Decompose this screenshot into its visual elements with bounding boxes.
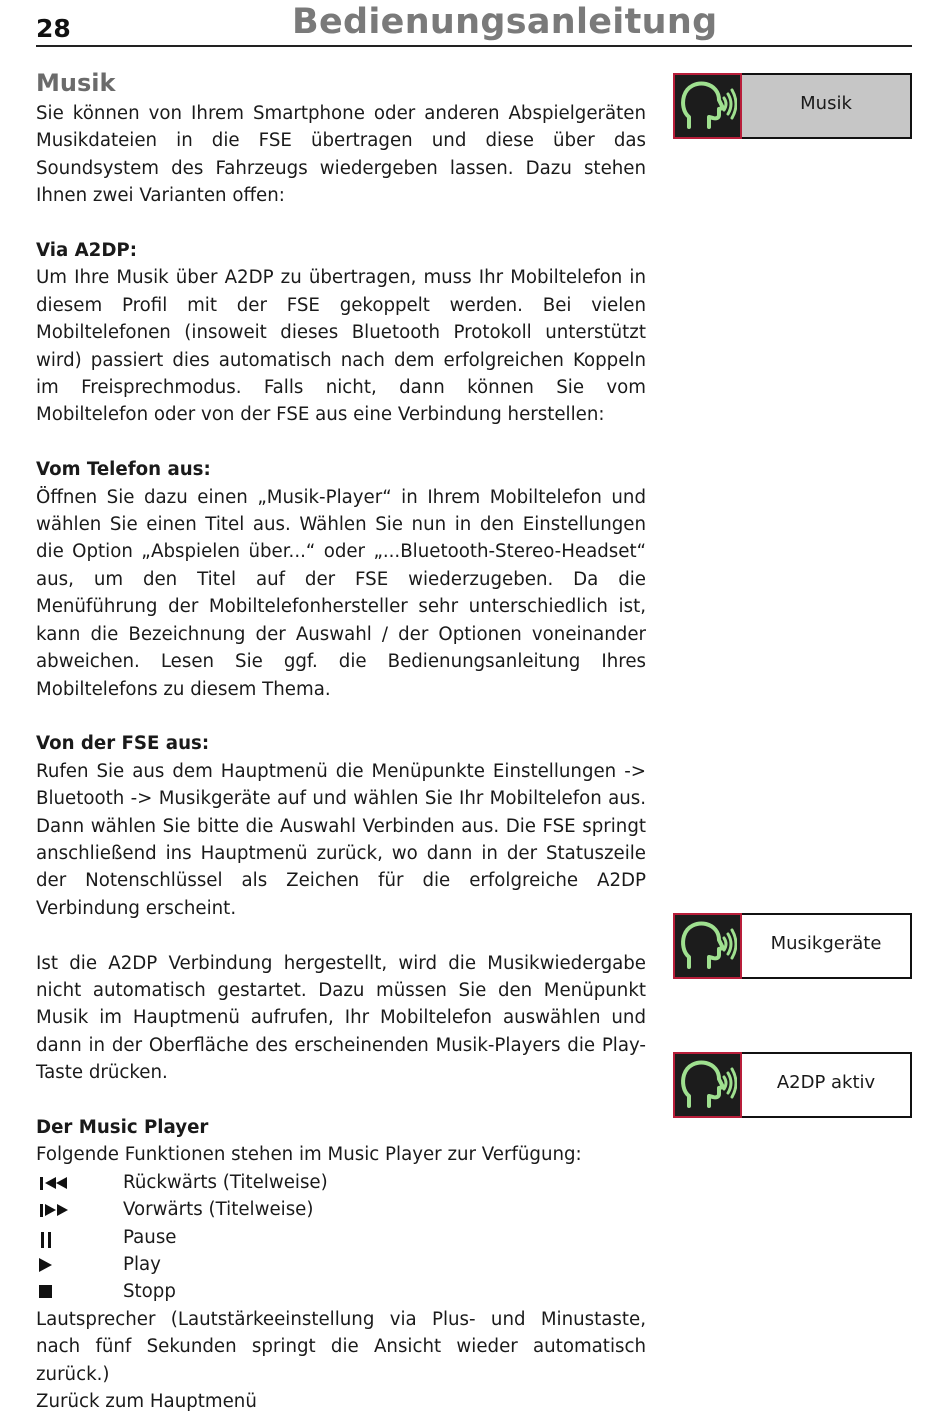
connection-paragraph: Ist die A2DP Verbindung hergestellt, wird die Musikwiedergabe nicht automatisch gestartet. Dazu müssen Sie den Menüpunkt Musik im Hauptmenü aufrufen, Ihr Mobiltelefon auswählen und dann in der Oberfläche des erscheinenden Musik-Players die Play-Taste drücken.	[36, 952, 646, 1084]
voice-command-icon	[673, 1052, 742, 1118]
from-fse-paragraph: Rufen Sie aus dem Hauptmenü die Menüpunkte Einstellungen -> Bluetooth -> Musikgeräte auf und wählen Sie Ihr Mobiltelefon aus. Dann wählen Sie bitte die Auswahl Verbinden aus. Die FSE springt anschließend ins Hauptmenü zurück, wo dann in der Statuszeile der Notenschlüssel als Zeichen für die erfolgreiche A2DP Verbindung erscheint.	[36, 760, 646, 919]
speaker-paragraph: Lautsprecher (Lautstärkeeinstellung via Plus- und Minustaste, nach fünf Sekunden springt die Ansicht wieder automatisch zurück.)	[36, 1308, 646, 1385]
stop-icon	[36, 1278, 123, 1305]
player-intro: Folgende Funktionen stehen im Music Player zur Verfügung:	[36, 1144, 582, 1166]
pause-icon	[36, 1224, 123, 1251]
function-row-stop	[36, 1278, 646, 1305]
menu-widget-a2dp-aktiv	[673, 1052, 912, 1118]
play-icon	[36, 1251, 123, 1278]
from-phone-paragraph: Öffnen Sie dazu einen „Musik-Player“ in Ihrem Mobiltelefon und wählen Sie einen Titel aus. Wählen Sie nun in den Einstellungen die Option „Abspielen über...“ oder „...Bluetooth-Stereo-Headset“ aus, um den Titel auf der FSE wiederzugeben. Da die Menüführung der Mobiltelefonhersteller sehr unterschiedlich ist, kann die Bezeichnung der Auswahl / der Optionen voneinander abweichen. Lesen Sie ggf. die Bedienungsanleitung Ihres Mobiltelefons zu diesem Thema.	[36, 486, 646, 700]
function-label: Play	[123, 1253, 161, 1275]
page-number: 28	[36, 14, 71, 43]
menu-widget-label: A2DP aktiv	[742, 1052, 912, 1118]
document-title: Bedienungsanleitung	[292, 2, 718, 42]
intro-paragraph: Sie können von Ihrem Smartphone oder anderen Abspielgeräten Musikdateien in die FSE übertragen und diese über das Soundsystem des Fahrzeugs wiedergeben lassen. Dazu stehen Ihnen zwei Varianten offen:	[36, 103, 646, 207]
menu-widget-musikgeraete	[673, 913, 912, 979]
main-content	[36, 66, 646, 1415]
menu-widget-label: Musik	[742, 73, 912, 139]
a2dp-heading: Via A2DP:	[36, 240, 138, 262]
header-divider	[36, 45, 912, 47]
skip-back-icon	[36, 1169, 123, 1196]
from-fse-heading: Von der FSE aus:	[36, 733, 210, 755]
function-label: Rückwärts (Titelweise)	[123, 1171, 328, 1193]
function-row-play	[36, 1251, 646, 1278]
section-title: Musik	[36, 69, 116, 97]
function-row-back	[36, 1169, 646, 1196]
voice-command-icon	[673, 73, 742, 139]
function-row-forward	[36, 1196, 646, 1223]
function-row-pause	[36, 1224, 646, 1251]
function-label: Vorwärts (Titelweise)	[123, 1199, 314, 1221]
skip-forward-icon	[36, 1196, 123, 1223]
a2dp-paragraph: Um Ihre Musik über A2DP zu übertragen, muss Ihr Mobiltelefon in diesem Profil mit der FSE gekoppelt werden. Bei vielen Mobiltelefonen (insoweit dieses Bluetooth Protokoll unterstützt wird) passiert dies automatisch nach dem erfolgreichen Koppeln im Freisprechmodus. Falls nicht, dann können Sie vom Mobiltelefon oder von der FSE aus eine Verbindung herstellen:	[36, 267, 646, 426]
menu-widget-label: Musikgeräte	[742, 913, 912, 979]
player-heading: Der Music Player	[36, 1116, 209, 1138]
function-label: Pause	[123, 1226, 177, 1248]
menu-widget-musik	[673, 73, 912, 139]
back-paragraph: Zurück zum Hauptmenü	[36, 1391, 257, 1413]
from-phone-heading: Vom Telefon aus:	[36, 459, 211, 481]
function-label: Stopp	[123, 1281, 176, 1303]
voice-command-icon	[673, 913, 742, 979]
